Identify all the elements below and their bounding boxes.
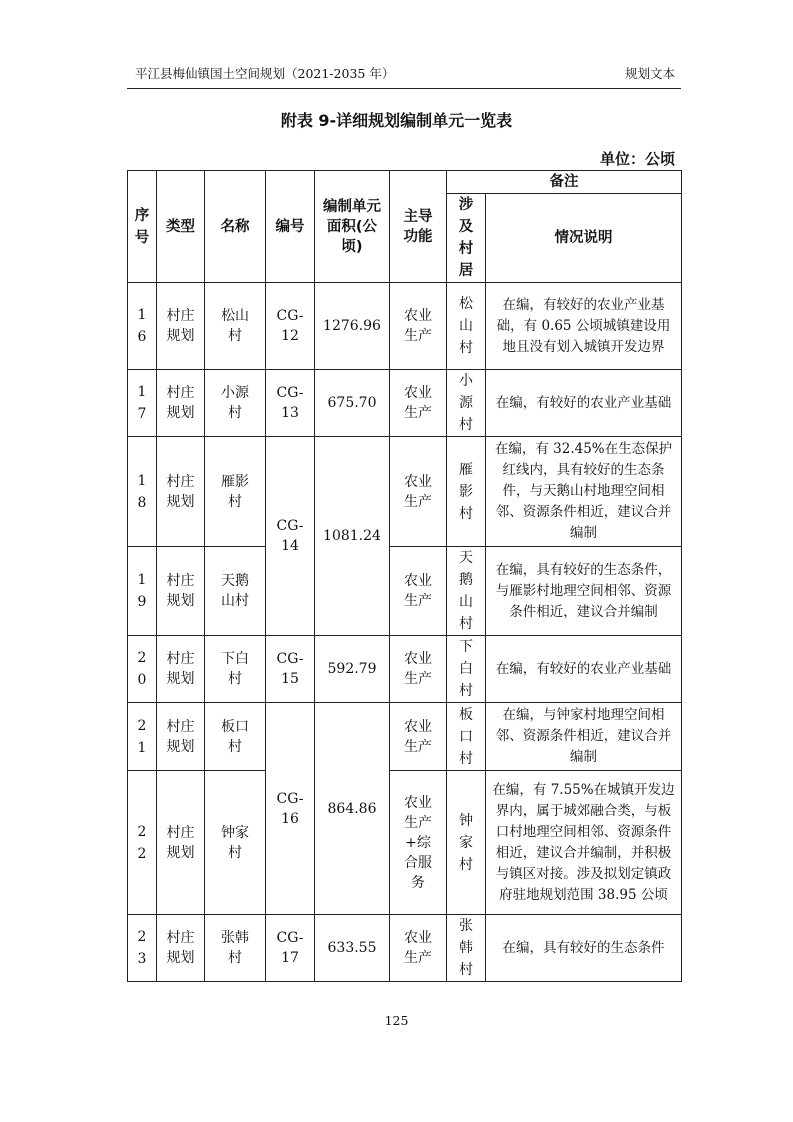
table-row: [128, 771, 682, 915]
row-code: CG-16: [266, 703, 315, 915]
row-code: CG-17: [266, 915, 315, 982]
row-type: 村庄规划: [157, 771, 205, 915]
header-area: 编制单元面积(公顷): [315, 171, 390, 283]
row-note: 在编，有较好的农业产业基础: [486, 636, 682, 703]
row-type: 村庄规划: [157, 703, 205, 771]
row-village: 钟家村: [447, 771, 486, 915]
row-name: 天鹅山村: [205, 547, 266, 636]
row-village: 张韩村: [447, 915, 486, 982]
table-row: [128, 437, 682, 547]
row-note: 在编，有较好的农业产业基础，有 0.65 公顷城镇建设用地且没有划入城镇开发边界: [486, 283, 682, 370]
row-code: CG-12: [266, 283, 315, 370]
row-code: CG-14: [266, 437, 315, 636]
row-name: 板口村: [205, 703, 266, 771]
row-type: 村庄规划: [157, 283, 205, 370]
header-title: 平江县梅仙镇国土空间规划（2021-2035 年）: [135, 66, 395, 81]
row-seq: 19: [128, 547, 157, 636]
row-function: 农业生产: [390, 915, 447, 982]
row-name: 张韩村: [205, 915, 266, 982]
header-function: 主导功能: [390, 171, 447, 283]
header-code: 编号: [266, 171, 315, 283]
row-village: 松山村: [447, 283, 486, 370]
row-function: 农业生产: [390, 437, 447, 547]
table-row: [128, 283, 682, 370]
row-function: 农业生产: [390, 370, 447, 437]
header-note: 情况说明: [486, 194, 682, 283]
row-area: 592.79: [315, 636, 390, 703]
table-row: [128, 703, 682, 771]
row-area: 1081.24: [315, 437, 390, 636]
header-seq: 序号: [128, 171, 157, 283]
table-row: [128, 370, 682, 437]
unit-label: 单位：公顷: [599, 150, 675, 168]
table-row: [128, 547, 682, 636]
row-note: 在编，具有较好的生态条件，与雁影村地理空间相邻、资源条件相近，建议合并编制: [486, 547, 682, 636]
row-note: 在编，具有较好的生态条件: [486, 915, 682, 982]
row-village: 天鹅山村: [447, 547, 486, 636]
row-area: 675.70: [315, 370, 390, 437]
row-village: 下白村: [447, 636, 486, 703]
row-seq: 17: [128, 370, 157, 437]
row-village: 雁影村: [447, 437, 486, 547]
row-name: 钟家村: [205, 771, 266, 915]
row-area: 633.55: [315, 915, 390, 982]
row-type: 村庄规划: [157, 437, 205, 547]
row-code: CG-15: [266, 636, 315, 703]
row-seq: 20: [128, 636, 157, 703]
row-name: 松山村: [205, 283, 266, 370]
row-village: 板口村: [447, 703, 486, 771]
row-name: 雁影村: [205, 437, 266, 547]
row-code: CG-13: [266, 370, 315, 437]
planning-units-table: [127, 170, 682, 982]
row-seq: 21: [128, 703, 157, 771]
row-name: 小源村: [205, 370, 266, 437]
row-function: 农业生产: [390, 547, 447, 636]
page-number: 125: [384, 1013, 409, 1028]
row-note: 在编，与钟家村地理空间相邻、资源条件相近，建议合并编制: [486, 703, 682, 771]
row-seq: 23: [128, 915, 157, 982]
row-village: 小源村: [447, 370, 486, 437]
row-type: 村庄规划: [157, 636, 205, 703]
row-function: 农业生产: [390, 636, 447, 703]
row-note: 在编，有 7.55%在城镇开发边界内，属于城郊融合类，与板口村地理空间相邻、资源条件相近，建议合并编制，并积极与镇区对接。涉及拟划定镇政府驻地规划范围 38.95 公顷: [486, 771, 682, 915]
row-function: 农业生产: [390, 703, 447, 771]
row-area: 1276.96: [315, 283, 390, 370]
table-row: [128, 636, 682, 703]
row-seq: 16: [128, 283, 157, 370]
row-note: 在编，有较好的农业产业基础: [486, 370, 682, 437]
header-remarks: 备注: [447, 171, 682, 194]
header-section: 规划文本: [624, 66, 675, 81]
header-rule: [127, 88, 681, 89]
header-name: 名称: [205, 171, 266, 283]
row-name: 下白村: [205, 636, 266, 703]
row-seq: 18: [128, 437, 157, 547]
row-type: 村庄规划: [157, 370, 205, 437]
header-village: 涉及村居: [447, 194, 486, 283]
row-function: 农业生产: [390, 283, 447, 370]
row-area: 864.86: [315, 703, 390, 915]
row-type: 村庄规划: [157, 547, 205, 636]
row-function: 农业生产+综合服务: [390, 771, 447, 915]
row-note: 在编，有 32.45%在生态保护红线内，具有较好的生态条件，与天鹅山村地理空间相邻、资源条件相近，建议合并编制: [486, 437, 682, 547]
row-seq: 22: [128, 771, 157, 915]
table-row: [128, 915, 682, 982]
header-type: 类型: [157, 171, 205, 283]
table-title: 附表 9-详细规划编制单元一览表: [280, 111, 513, 130]
row-type: 村庄规划: [157, 915, 205, 982]
